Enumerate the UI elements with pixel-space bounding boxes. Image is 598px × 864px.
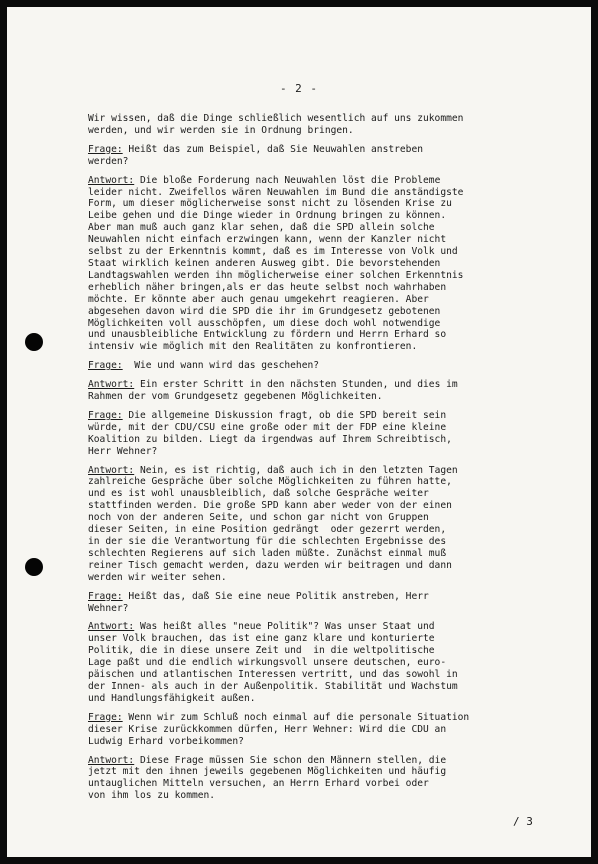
- text-line: in der sie die Verantwortung für die schlechten Ergebnisse des: [88, 536, 447, 547]
- question-paragraph: [88, 360, 538, 372]
- speaker-label: Antwort:: [88, 754, 135, 766]
- text-line: Politik, die in diese unsere Zeit und in die weltpolitische: [88, 645, 435, 657]
- text-line: Möglichkeiten voll ausschöpfen, um diese doch wohl notwendige: [88, 317, 441, 329]
- text-line: jetzt mit den ihnen jeweils gegebenen Möglichkeiten und häufig: [88, 766, 447, 778]
- text-line: Was heißt alles "neue Politik"? Was unser Staat und: [134, 621, 435, 633]
- text-line: selbst zu der Erkenntnis kommt, daß es im Interesse von Volk und: [88, 246, 458, 258]
- question-paragraph: [88, 410, 538, 458]
- speaker-label: Antwort:: [88, 174, 135, 186]
- answer-paragraph: [88, 379, 538, 403]
- answer-paragraph: [88, 755, 538, 803]
- text-line: noch von der anderen Seite, und schon gar nicht von Gruppen: [88, 512, 429, 524]
- text-line: päischen und atlantischen Interessen vertritt, und das sowohl in: [88, 669, 458, 681]
- text-line: stattfinden werden. Die große SPD kann aber weder von der einen: [88, 500, 452, 512]
- text-line: Wie und wann wird das geschehen?: [122, 360, 320, 372]
- text-line: Form, um dieser möglicherweise sonst nicht zu lösenden Krise zu: [88, 198, 452, 210]
- question-paragraph: [88, 144, 538, 168]
- text-line: Wenn wir zum Schluß noch einmal auf die personale Situation: [122, 711, 470, 723]
- text-line: möchte. Er könnte aber auch genau umgekehrt reagieren. Aber: [88, 293, 429, 305]
- text-line: Wir wissen, daß die Dinge schließlich wesentlich auf uns zukommen: [88, 113, 464, 124]
- text-line: dieser Seiten, in eine Position gedrängt oder gezerrt werden,: [88, 524, 447, 536]
- text-line: dieser Krise zurückkommen dürfen, Herr Wehner: Wird die CDU an: [88, 723, 447, 735]
- text-line: Leibe gehen und die Dinge wieder in Ordnung bringen zu können.: [88, 210, 447, 222]
- question-paragraph: [88, 591, 538, 615]
- answer-paragraph: [88, 621, 538, 704]
- speaker-label: Antwort:: [88, 379, 135, 391]
- continuation-marker: / 3: [513, 815, 533, 828]
- document-page: [7, 7, 591, 857]
- document-body: [88, 113, 538, 809]
- text-line: würde, mit der CDU/CSU eine große oder mit der FDP eine kleine: [88, 421, 447, 433]
- text-line: unser Volk brauchen, das ist eine ganz klare und konturierte: [88, 633, 435, 645]
- text-line: zahlreiche Gespräche über solche Möglichkeiten zu führen hatte,: [88, 476, 452, 488]
- text-line: Wehner?: [88, 602, 129, 614]
- text-line: Die allgemeine Diskussion fragt, ob die SPD bereit sein: [122, 409, 447, 421]
- text-line: Heißt das, daß Sie eine neue Politik anstreben, Herr: [122, 590, 429, 602]
- text-line: und Handlungsfähigkeit außen.: [88, 692, 256, 704]
- text-line: und unausbleibliche Entwicklung zu fördern und Herrn Erhard so: [88, 329, 447, 341]
- text-line: erheblich näher bringen,als er das heute selbst noch wahrhaben: [88, 281, 447, 293]
- speaker-label: Frage:: [88, 409, 123, 421]
- text-line: Heißt das zum Beispiel, daß Sie Neuwahlen anstreben: [122, 143, 424, 155]
- punch-hole-lower: [25, 558, 43, 576]
- text-line: Nein, es ist richtig, daß auch ich in den letzten Tagen: [134, 464, 458, 476]
- text-line: Koalition zu bilden. Liegt da irgendwas auf Ihrem Schreibtisch,: [88, 433, 452, 445]
- speaker-label: Antwort:: [88, 464, 135, 476]
- speaker-label: Frage:: [88, 360, 123, 372]
- text-line: werden wir weiter sehen.: [88, 571, 227, 583]
- text-line: der Innen- als auch in der Außenpolitik. Stabilität und Wachstum: [88, 680, 458, 692]
- text-line: werden?: [88, 155, 129, 167]
- text-line: werden, und wir werden sie in Ordnung bringen.: [88, 124, 354, 136]
- text-line: Die bloße Forderung nach Neuwahlen löst die Probleme: [134, 174, 441, 186]
- speaker-label: Frage:: [88, 143, 123, 155]
- text-line: Diese Frage müssen Sie schon den Männern stellen, die: [134, 754, 447, 766]
- text-line: intensiv wie möglich mit den Realitäten zu konfrontieren.: [88, 341, 418, 353]
- text-line: schlechten Regierens auf sich laden müßte. Zunächst einmal muß: [88, 547, 447, 559]
- text-line: Herr Wehner?: [88, 445, 158, 457]
- text-line: Ludwig Erhard vorbeikommen?: [88, 735, 244, 747]
- text-line: Neuwahlen nicht einfach erzwingen kann, wenn der Kanzler nicht: [88, 234, 447, 246]
- speaker-label: Antwort:: [88, 621, 135, 633]
- text-line: Rahmen der vom Grundgesetz gegebenen Möglichkeiten.: [88, 391, 383, 403]
- text-line: Ein erster Schritt in den nächsten Stunden, und dies im: [134, 379, 458, 391]
- text-line: abgesehen davon wird die SPD die ihr im Grundgesetz gebotenen: [88, 305, 441, 317]
- text-line: Aber man muß auch ganz klar sehen, daß die SPD allein solche: [88, 222, 435, 234]
- speaker-label: Frage:: [88, 711, 123, 723]
- text-line: reiner Tisch gemacht werden, dazu werden wir beitragen und dann: [88, 559, 452, 571]
- answer-paragraph: [88, 175, 538, 354]
- page-number: - 2 -: [279, 82, 319, 95]
- answer-paragraph: [88, 465, 538, 584]
- intro-paragraph: [88, 113, 538, 137]
- question-paragraph: [88, 712, 538, 748]
- text-line: Landtagswahlen werden ihn möglicherweise einer solchen Erkenntnis: [88, 269, 464, 281]
- text-line: untauglichen Mitteln versuchen, an Herrn Erhard vorbei oder: [88, 778, 429, 790]
- text-line: von ihm los zu kommen.: [88, 790, 216, 802]
- text-line: leider nicht. Zweifellos wären Neuwahlen im Bund die anständigste: [88, 186, 464, 198]
- text-line: Lage paßt und die endlich wirkungsvoll unsere deutschen, euro-: [88, 657, 447, 669]
- punch-hole-upper: [25, 333, 43, 351]
- speaker-label: Frage:: [88, 590, 123, 602]
- text-line: Staat wirklich keinen anderen Ausweg gibt. Die bevorstehenden: [88, 257, 441, 269]
- text-line: und es ist wohl unausbleiblich, daß solche Gespräche weiter: [88, 488, 429, 500]
